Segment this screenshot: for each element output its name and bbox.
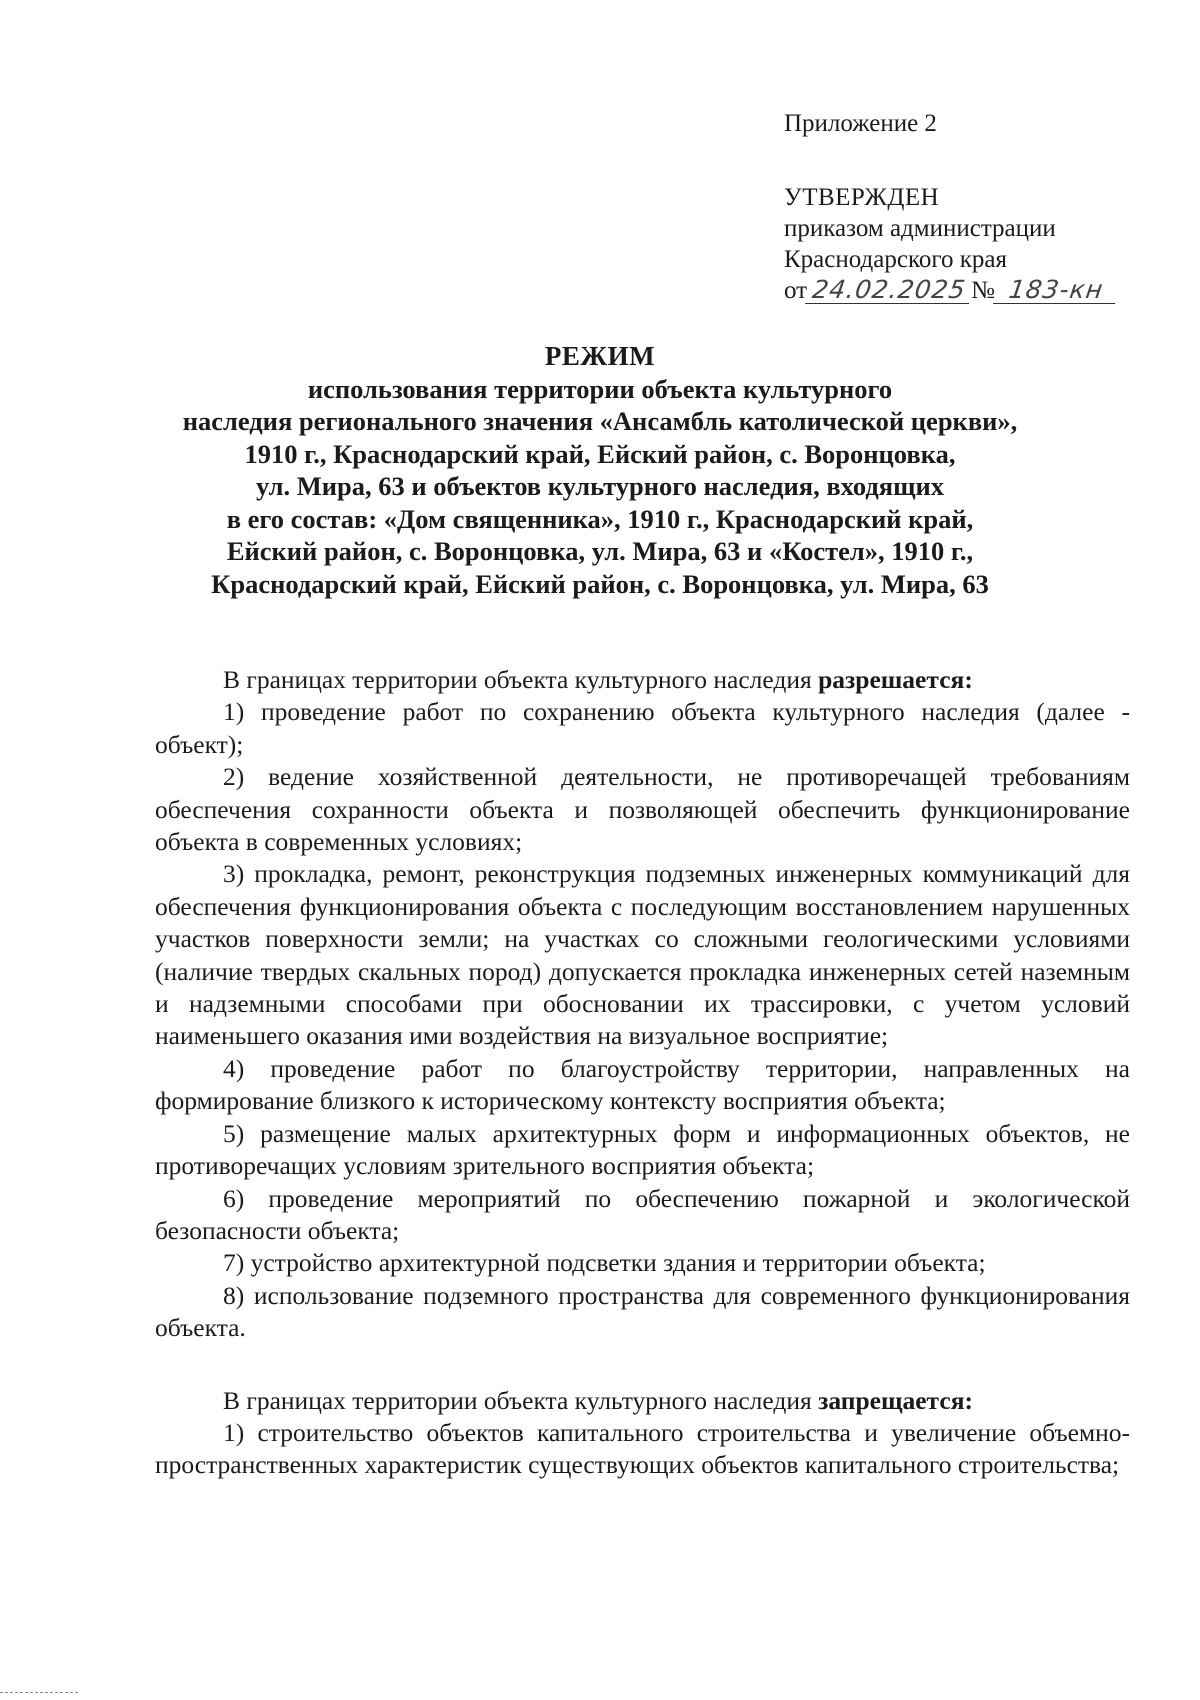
title-line: в его состав: «Дом священника», 1910 г., Краснодарский край, (226, 503, 974, 534)
allowed-item: 4) проведение работ по благоустройству территории, направленных на формирование близкого к историческому контексту восприятия объекта; (155, 1053, 1130, 1116)
from-label: от (784, 277, 808, 304)
allowed-item: 1) проведение работ по сохранению объекта культурного наследия (далее - объект); (155, 697, 1130, 759)
approval-block (784, 108, 1144, 306)
allowed-item: 7) устройство архитектурной подсветки здания и территории объекта; (223, 1248, 986, 1278)
document-body (155, 664, 1130, 1482)
allowed-item: 3) прокладка, ремонт, реконструкция подземных инженерных коммуникаций для обеспечения функционирования объекта с последующим восстановлением нарушенных участков поверхности земли; на участках со сложными геологическими условиями (наличие твердых скальных пород) допускается прокладка инженерных сетей наземным и надземными способами при обосновании их трассировки, с учетом условий наименьшего оказания ими воздействия на визуальное восприятие; (155, 859, 1130, 1051)
handwritten-number: 183-кн (993, 277, 1119, 304)
document-title (100, 340, 1100, 600)
allowed-keyword: разрешается: (818, 665, 973, 694)
title-line: 1910 г., Краснодарский край, Ейский район, с. Воронцовка, (244, 438, 956, 469)
title-line: наследия регионального значения «Ансамбль католической церкви», (182, 406, 1018, 436)
order-reference (784, 275, 1144, 306)
handwritten-date: 24.02.2025 (805, 277, 973, 304)
annex-label: Приложение 2 (784, 110, 937, 137)
allowed-item: 8) использование подземного пространства для современного функционирования объекта. (155, 1280, 1130, 1343)
title-heading: РЕЖИМ (544, 341, 656, 371)
allowed-item: 6) проведение мероприятий по обеспечению пожарной и экологической безопасности объекта; (155, 1183, 1130, 1245)
title-line: использования территории объекта культурного (307, 373, 893, 404)
number-label: № (971, 277, 995, 304)
approval-line-1: приказом администрации (784, 215, 1056, 242)
title-line: Ейский район, с. Воронцовка, ул. Мира, 63 и «Костел», 1910 г., (226, 536, 974, 566)
prohibited-keyword: запрещается: (818, 1385, 973, 1415)
allowed-item: 5) размещение малых архитектурных форм и информационных объектов, не противоречащих условиям зрительного восприятия объекта; (155, 1118, 1130, 1181)
approved-stamp-text: УТВЕРЖДЕН (784, 184, 940, 211)
title-line: Краснодарский край, Ейский район, с. Воронцовка, ул. Мира, 63 (211, 568, 989, 599)
prohibited-intro: В границах территории объекта культурного наследия запрещается: (223, 1385, 973, 1415)
title-line: ул. Мира, 63 и объектов культурного наследия, входящих (255, 471, 945, 501)
approval-line-2: Краснодарского края (784, 246, 1007, 273)
allowed-item: 2) ведение хозяйственной деятельности, не противоречащей требованиям обеспечения сохранности объекта и позволяющей обеспечить функционирование объекта в современных условиях; (155, 762, 1130, 857)
prohibited-item: 1) строительство объектов капитального строительства и увеличение объемно-пространственных характеристик существующих объектов капитального строительства; (155, 1417, 1130, 1480)
allowed-intro: В границах территории объекта культурного наследия разрешается: (223, 665, 973, 694)
scan-artifact-line (0, 1692, 78, 1693)
